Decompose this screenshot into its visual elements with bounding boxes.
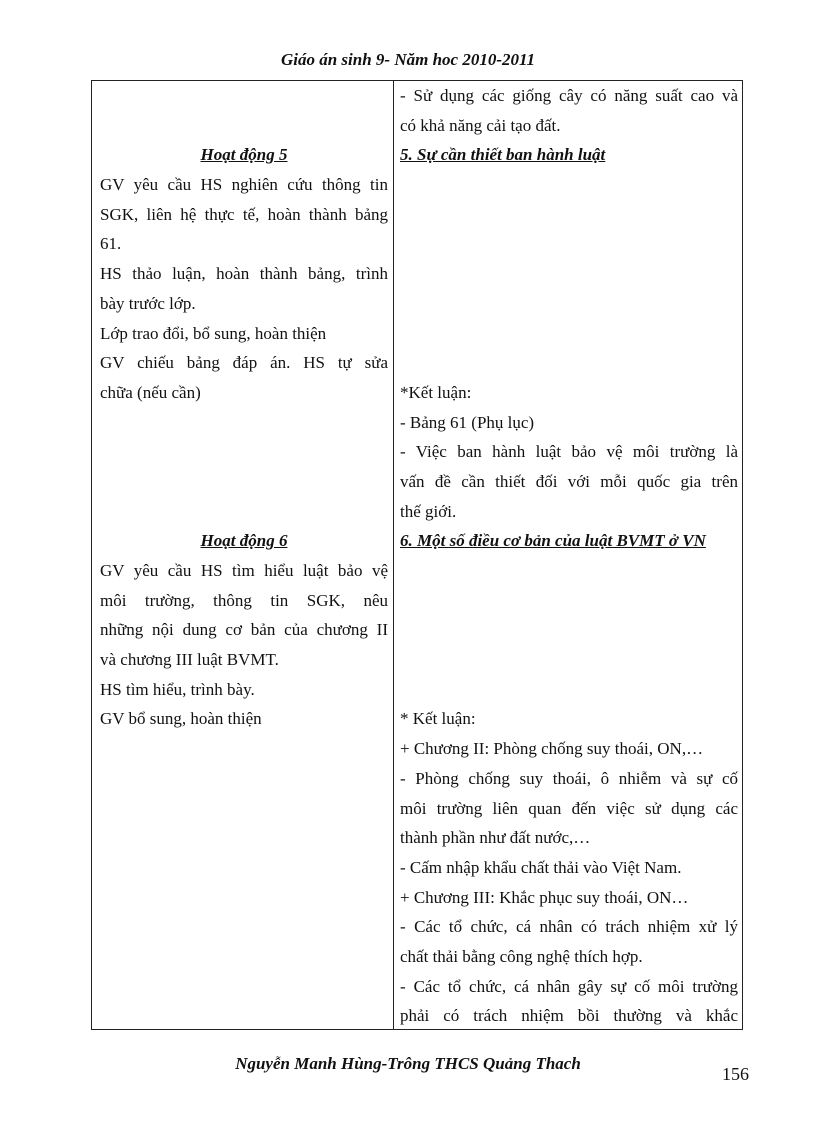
text-line: bày trước lớp. [100,293,196,313]
text-line: Lớp trao đổi, bổ sung, hoàn thiện [100,323,327,343]
text-line: HS thảo luận, hoàn thành bảng, trình [100,264,388,284]
text-line [400,586,738,616]
text-line: thế giới. [400,501,457,521]
text-line: 61. [100,234,122,254]
text-line [100,408,388,438]
section-heading: 6. Một số điều cơ bản của luật BVMT ở VN [400,531,706,551]
text-line [400,200,738,230]
text-line: môi trường, thông tin SGK, nêu [100,590,388,610]
column-divider [393,81,394,1029]
text-line: có khả năng cải tạo đất. [400,115,561,135]
text-line: - Việc ban hành luật bảo vệ môi trường là [400,442,738,462]
page-footer: Nguyễn Manh Hùng-Trông THCS Quảng Thach [235,1054,581,1073]
text-line [400,229,738,259]
section-heading: Hoạt động 5 [200,145,288,165]
text-line [100,111,388,141]
text-line: và chương III luật BVMT. [100,650,279,670]
text-line: - Các tổ chức, cá nhân gây sự cố môi trường [400,976,738,996]
lesson-table [91,80,743,1030]
text-line: môi trường liên quan đến việc sử dụng các [400,798,738,818]
text-line: GV yêu cầu HS tìm hiểu luật bảo vệ [100,561,388,580]
text-line: + Chương III: Khắc phục suy thoái, ON… [400,887,689,907]
text-line: - Các tổ chức, cá nhân có trách nhiệm xử lý [400,917,738,937]
text-line [400,319,738,349]
text-line: * Kết luận: [400,709,476,729]
text-line: - Sử dụng các giống cây có năng suất cao và [400,86,738,105]
text-line: + Chương II: Phòng chống suy thoái, ON,… [400,739,704,759]
text-line [400,289,738,319]
text-line [100,497,388,527]
text-line: chất thải bằng công nghệ thích hợp. [400,946,643,966]
page-header: Giáo án sinh 9- Năm hoc 2010-2011 [280,50,536,69]
text-line: SGK, liên hệ thực tế, hoàn thành bảng [100,204,388,224]
section-heading: Hoạt động 6 [200,531,288,551]
text-line: HS tìm hiểu, trình bày. [100,679,255,699]
text-line: thành phần như đất nước,… [400,828,591,848]
section-heading: 5. Sự cần thiết ban hành luật [400,145,606,165]
text-line: GV yêu cầu HS nghiên cứu thông tin [100,175,388,195]
text-line [400,675,738,705]
text-line [400,259,738,289]
text-line: phải có trách nhiệm bồi thường và khắc [400,1006,738,1026]
text-line: vấn đề cần thiết đối với mỗi quốc gia trên [400,471,738,491]
text-line: - Phòng chống suy thoái, ô nhiễm và sự cố [400,768,738,788]
text-line: GV chiếu bảng đáp án. HS tự sửa [100,353,388,373]
text-line [100,437,388,467]
text-line: những nội dung cơ bản của chương II [100,620,388,640]
lesson-content-column [400,81,738,1031]
text-line: - Bảng 61 (Phụ lục) [400,412,535,432]
text-line [400,615,738,645]
text-line: chữa (nếu cần) [100,382,201,402]
text-line: *Kết luận: [400,382,472,402]
page-number: 156 [722,1064,749,1084]
text-line: - Cấm nhập khẩu chất thải vào Việt Nam. [400,857,682,877]
text-line [400,556,738,586]
text-line [400,348,738,378]
text-line [400,645,738,675]
text-line: GV bổ sung, hoàn thiện [100,709,262,729]
text-line [100,467,388,497]
text-line [400,170,738,200]
text-line [100,81,388,111]
teacher-student-activities-column [100,81,388,734]
